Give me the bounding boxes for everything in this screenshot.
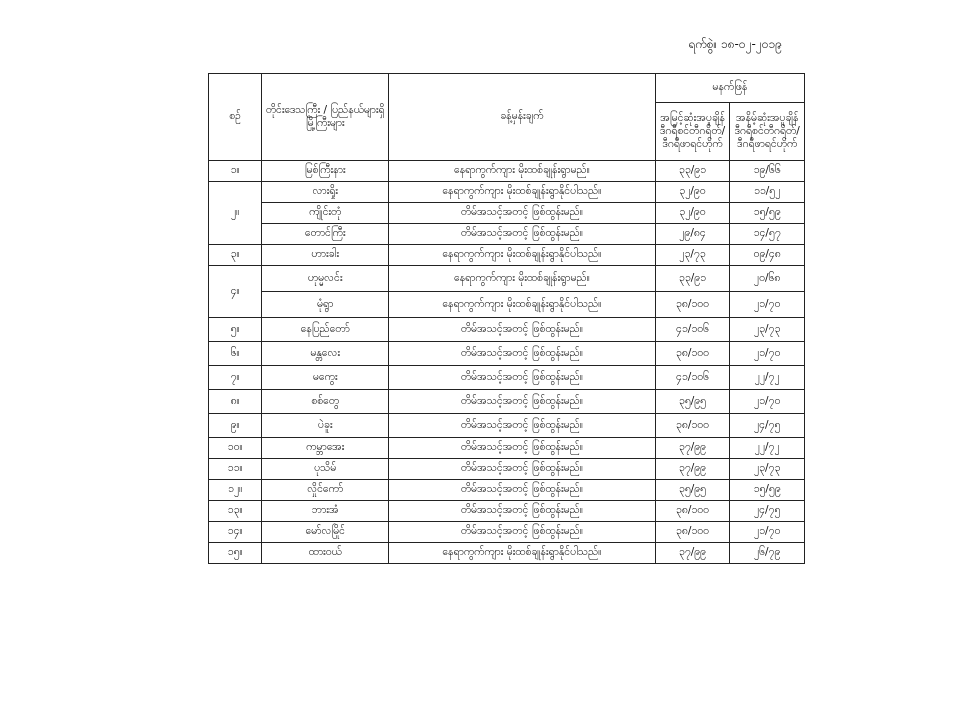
header-no: စဉ်	[209, 74, 262, 161]
city-cell: တောင်ကြီး	[262, 224, 389, 245]
row-number: ၅။	[209, 318, 262, 342]
min-temp-cell: ၁၉/၆၆	[730, 161, 805, 182]
max-temp-cell: ၃၇/၉၉	[655, 438, 730, 459]
table-body	[209, 161, 805, 564]
city-cell: ထားဝယ်	[262, 543, 389, 564]
date-label: ရက်စွဲ။ ၁၈-၀၂-၂၀၁၉	[688, 37, 782, 51]
forecast-cell: တိမ်အသင့်အတင့် ဖြစ်ထွန်းမည်။	[389, 203, 656, 224]
min-temp-cell: ၂၂/၇၂	[730, 438, 805, 459]
forecast-cell: နေရာကွက်ကျား မိုးထစ်ချုန်းရွာနိုင်ပါသည်။	[389, 182, 656, 203]
min-temp-cell: ၂၃/၇၃	[730, 318, 805, 342]
min-temp-cell: ၂၁/၇၀	[730, 522, 805, 543]
header-city: တိုင်းဒေသကြီး / ပြည်နယ်များရှိ မြို့ကြီးများ	[262, 74, 389, 161]
forecast-cell: တိမ်အသင့်အတင့် ဖြစ်ထွန်းမည်။	[389, 390, 656, 414]
header-min-temp: အနိမ့်ဆုံးအပူချိန် ဒီဂရီစင်တီဂရိတ်/ ဒီဂရီဖာရင်ဟိုက်	[730, 103, 805, 161]
row-number: ၁၁။	[209, 459, 262, 480]
forecast-cell: နေရာကွက်ကျား မိုးထစ်ချုန်းရွာမည်။	[389, 161, 656, 182]
max-temp-cell: ၃၃/၉၁	[655, 161, 730, 182]
row-number: ၂။	[209, 182, 262, 245]
city-cell: နေပြည်တော်	[262, 318, 389, 342]
min-temp-cell: ၁၅/၅၉	[730, 203, 805, 224]
row-number: ၁၀။	[209, 438, 262, 459]
header-tomorrow: မနက်ဖြန်	[655, 74, 804, 103]
city-cell: မော်လမြိုင်	[262, 522, 389, 543]
max-temp-cell: ၃၇/၉၉	[655, 543, 730, 564]
table-row	[209, 161, 805, 182]
max-temp-cell: ၃၅/၉၅	[655, 390, 730, 414]
max-temp-cell: ၃၂/၉၀	[655, 182, 730, 203]
min-temp-cell: ၁၅/၅၉	[730, 480, 805, 501]
table-row	[209, 390, 805, 414]
weather-forecast-table	[208, 73, 805, 564]
table-row	[209, 203, 805, 224]
min-temp-cell: ၁၄/၅၇	[730, 224, 805, 245]
row-number: ၆။	[209, 342, 262, 366]
header-forecast: ခန့်မှန်းချက်	[389, 74, 656, 161]
table-row	[209, 292, 805, 318]
table-row	[209, 501, 805, 522]
forecast-cell: နေရာကွက်ကျား မိုးထစ်ချုန်းရွာနိုင်ပါသည်။	[389, 292, 656, 318]
row-number: ၁၅။	[209, 543, 262, 564]
row-number: ၁၃။	[209, 501, 262, 522]
max-temp-cell: ၃၃/၉၁	[655, 266, 730, 292]
row-number: ၁။	[209, 161, 262, 182]
row-number: ၁၂။	[209, 480, 262, 501]
min-temp-cell: ၂၄/၇၅	[730, 501, 805, 522]
forecast-cell: တိမ်အသင့်အတင့် ဖြစ်ထွန်းမည်။	[389, 501, 656, 522]
forecast-cell: နေရာကွက်ကျား မိုးထစ်ချုန်းရွာနိုင်ပါသည်။	[389, 543, 656, 564]
forecast-cell: နေရာကွက်ကျား မိုးထစ်ချုန်းရွာနိုင်ပါသည်။	[389, 245, 656, 266]
forecast-cell: တိမ်အသင့်အတင့် ဖြစ်ထွန်းမည်။	[389, 224, 656, 245]
city-cell: လှိုင်ကော်	[262, 480, 389, 501]
max-temp-cell: ၃၅/၉၅	[655, 480, 730, 501]
max-temp-cell: ၃၈/၁၀၀	[655, 522, 730, 543]
max-temp-cell: ၂၉/၈၄	[655, 224, 730, 245]
max-temp-cell: ၄၁/၁၀၆	[655, 366, 730, 390]
forecast-cell: နေရာကွက်ကျား မိုးထစ်ချုန်းရွာမည်။	[389, 266, 656, 292]
min-temp-cell: ၂၁/၇၀	[730, 390, 805, 414]
table-row	[209, 459, 805, 480]
max-temp-cell: ၂၃/၇၃	[655, 245, 730, 266]
forecast-cell: တိမ်အသင့်အတင့် ဖြစ်ထွန်းမည်။	[389, 366, 656, 390]
table-row	[209, 266, 805, 292]
city-cell: ပုသိမ်	[262, 459, 389, 480]
min-temp-cell: ၀၉/၄၈	[730, 245, 805, 266]
min-temp-cell: ၂၆/၇၉	[730, 543, 805, 564]
city-cell: ဘားအံ	[262, 501, 389, 522]
forecast-cell: တိမ်အသင့်အတင့် ဖြစ်ထွန်းမည်။	[389, 342, 656, 366]
max-temp-cell: ၄၁/၁၀၆	[655, 318, 730, 342]
table-row	[209, 182, 805, 203]
city-cell: ကျိုင်းတုံ	[262, 203, 389, 224]
header-row	[209, 74, 805, 103]
city-cell: ဟားခါး	[262, 245, 389, 266]
row-number: ၃။	[209, 245, 262, 266]
table-row	[209, 522, 805, 543]
table-row	[209, 414, 805, 438]
min-temp-cell: ၂၀/၆၈	[730, 266, 805, 292]
row-number: ၄။	[209, 266, 262, 318]
min-temp-cell: ၂၂/၇၂	[730, 366, 805, 390]
city-cell: ဟုမ္မလင်း	[262, 266, 389, 292]
max-temp-cell: ၃၈/၁၀၀	[655, 342, 730, 366]
max-temp-cell: ၃၈/၁၀၀	[655, 414, 730, 438]
forecast-cell: တိမ်အသင့်အတင့် ဖြစ်ထွန်းမည်။	[389, 438, 656, 459]
city-cell: မန္တလေး	[262, 342, 389, 366]
max-temp-cell: ၃၇/၉၉	[655, 459, 730, 480]
forecast-cell: တိမ်အသင့်အတင့် ဖြစ်ထွန်းမည်။	[389, 318, 656, 342]
forecast-cell: တိမ်အသင့်အတင့် ဖြစ်ထွန်းမည်။	[389, 522, 656, 543]
city-cell: မြစ်ကြီးနား	[262, 161, 389, 182]
min-temp-cell: ၂၁/၇၀	[730, 342, 805, 366]
city-cell: ကမ္ဘာအေး	[262, 438, 389, 459]
row-number: ၈။	[209, 390, 262, 414]
table-row	[209, 366, 805, 390]
table-row	[209, 438, 805, 459]
table-row	[209, 543, 805, 564]
table-row	[209, 318, 805, 342]
row-number: ၇။	[209, 366, 262, 390]
min-temp-cell: ၂၃/၇၃	[730, 459, 805, 480]
forecast-cell: တိမ်အသင့်အတင့် ဖြစ်ထွန်းမည်။	[389, 480, 656, 501]
min-temp-cell: ၁၁/၅၂	[730, 182, 805, 203]
table-row	[209, 480, 805, 501]
row-number: ၁၄။	[209, 522, 262, 543]
max-temp-cell: ၃၂/၉၀	[655, 203, 730, 224]
table-row	[209, 245, 805, 266]
city-cell: ပဲခူး	[262, 414, 389, 438]
min-temp-cell: ၂၁/၇၀	[730, 292, 805, 318]
max-temp-cell: ၃၈/၁၀၀	[655, 292, 730, 318]
max-temp-cell: ၃၈/၁၀၀	[655, 501, 730, 522]
forecast-cell: တိမ်အသင့်အတင့် ဖြစ်ထွန်းမည်။	[389, 459, 656, 480]
table-row	[209, 342, 805, 366]
city-cell: စစ်တွေ	[262, 390, 389, 414]
header-max-temp: အမြင့်ဆုံးအပူချိန် ဒီဂရီစင်တီဂရိတ်/ ဒီဂရီဖာရင်ဟိုက်	[655, 103, 730, 161]
min-temp-cell: ၂၄/၇၅	[730, 414, 805, 438]
table-row	[209, 224, 805, 245]
row-number: ၉။	[209, 414, 262, 438]
city-cell: မကွေး	[262, 366, 389, 390]
city-cell: မုံရွာ	[262, 292, 389, 318]
forecast-cell: တိမ်အသင့်အတင့် ဖြစ်ထွန်းမည်။	[389, 414, 656, 438]
city-cell: လားရှိုး	[262, 182, 389, 203]
